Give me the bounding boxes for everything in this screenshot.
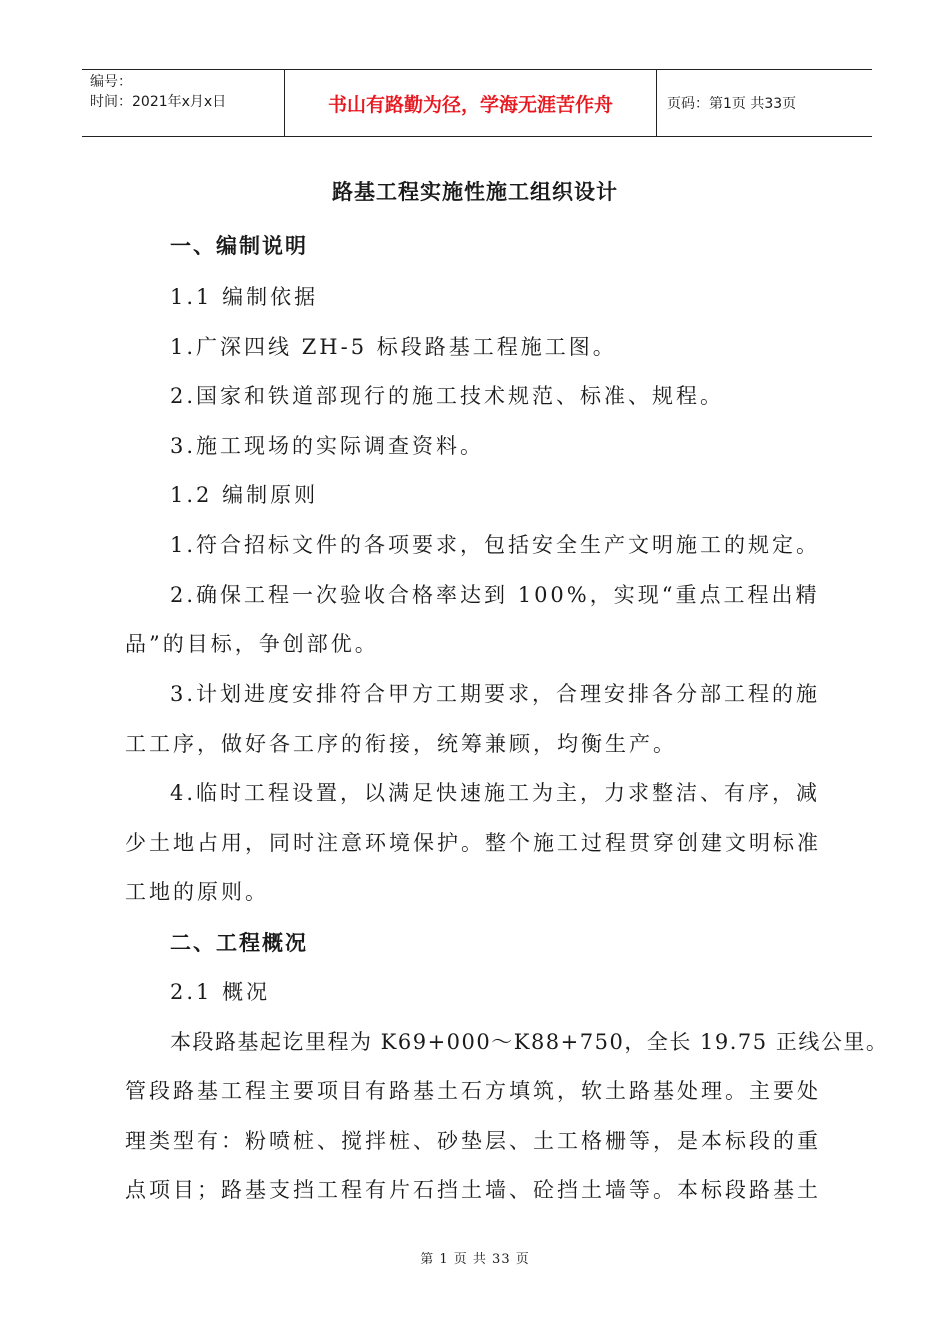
slogan: 书山有路勤为径，学海无涯苦作舟 xyxy=(327,93,613,116)
subsection-1-2: 1.2 编制原则 xyxy=(170,483,319,507)
basis-item-3: 3.施工现场的实际调查资料。 xyxy=(170,434,485,458)
page-footer: 第 1 页 共 33 页 xyxy=(420,1252,530,1267)
overview-line-1: 本段路基起讫里程为 K69+000～K88+750，全长 19.75 正线公里。 xyxy=(170,1030,889,1054)
subsection-1-1: 1.1 编制依据 xyxy=(170,285,319,309)
principle-item-4-line-2: 少土地占用，同时注意环境保护。整个施工过程贯穿创建文明标准 xyxy=(125,831,821,855)
time-label: 时间：2021年x月x日 xyxy=(90,94,227,110)
number-label: 编号： xyxy=(90,74,132,90)
section-1-heading: 一、编制说明 xyxy=(170,234,308,258)
overview-line-4: 点项目；路基支挡工程有片石挡土墙、砼挡土墙等。本标段路基土 xyxy=(125,1178,821,1202)
subsection-2-1: 2.1 概况 xyxy=(170,980,271,1004)
basis-item-1: 1.广深四线 ZH-5 标段路基工程施工图。 xyxy=(170,335,617,359)
basis-item-2: 2.国家和铁道部现行的施工技术规范、标准、规程。 xyxy=(170,384,725,408)
principle-item-1: 1.符合招标文件的各项要求，包括安全生产文明施工的规定。 xyxy=(170,533,821,557)
header-meta-cell xyxy=(82,70,285,136)
header-slogan-cell xyxy=(285,70,657,136)
principle-item-3-line-2: 工工序，做好各工序的衔接，统筹兼顾，均衡生产。 xyxy=(125,732,677,756)
principle-item-2-line-2: 品”的目标，争创部优。 xyxy=(125,632,379,656)
header-page-cell xyxy=(657,70,872,136)
page-info: 页码：第1页 共33页 xyxy=(667,96,797,112)
principle-item-2-line-1: 2.确保工程一次验收合格率达到 100%，实现“重点工程出精 xyxy=(170,583,820,607)
principle-item-4-line-3: 工地的原则。 xyxy=(125,880,269,904)
overview-line-2: 管段路基工程主要项目有路基土石方填筑，软土路基处理。主要处 xyxy=(125,1079,821,1103)
section-2-heading: 二、工程概况 xyxy=(170,931,308,955)
principle-item-4-line-1: 4.临时工程设置，以满足快速施工为主，力求整洁、有序，减 xyxy=(170,781,821,805)
document-title: 路基工程实施性施工组织设计 xyxy=(332,180,618,204)
header-table xyxy=(82,69,872,137)
principle-item-3-line-1: 3.计划进度安排符合甲方工期要求，合理安排各分部工程的施 xyxy=(170,682,821,706)
overview-line-3: 理类型有：粉喷桩、搅拌桩、砂垫层、土工格栅等，是本标段的重 xyxy=(125,1129,821,1153)
